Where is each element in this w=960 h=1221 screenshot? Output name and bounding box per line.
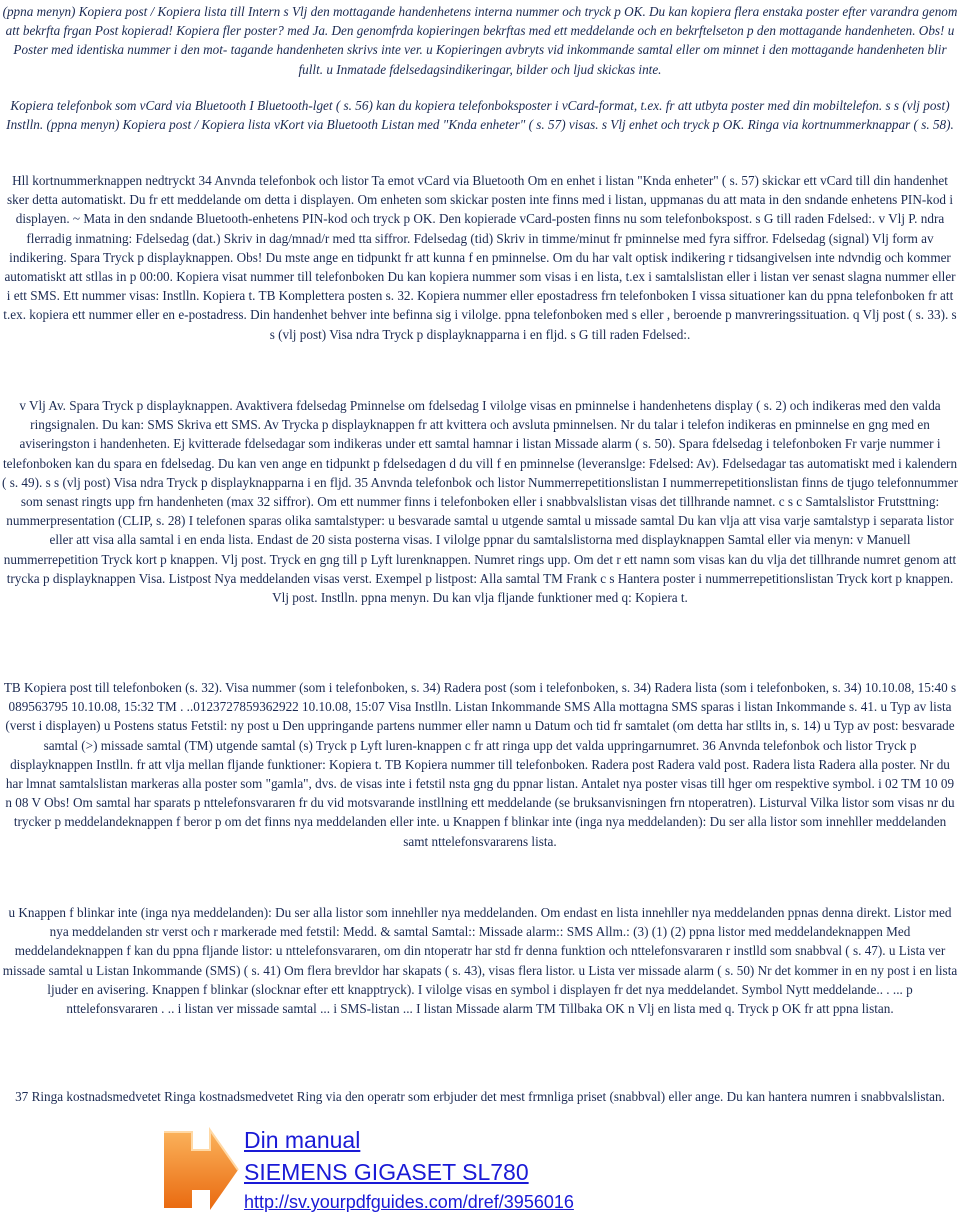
download-footer xyxy=(150,1124,670,1219)
product-link[interactable]: SIEMENS GIGASET SL780 xyxy=(244,1159,529,1185)
paragraph-message-key: u Knappen f blinkar inte (inga nya meddelanden): Du ser alla listor som innehller nya meddelanden. Om endast en lista innehller nya meddelanden ppnas denna direkt. Listor med nya meddelanden str verst och r markerade med fetstil: Medd. & samtal Samtal:: Missade alarm:: SMS Allm.: (3) (1) (2) ppna listor med meddelandeknappen Med meddelandeknappen f kan du ppna fljande listor: u nttelefonsvararen, om din ntoperatr har std fr denna funktion och nttelefonsvararen r instlld som snabbval ( s. 47). u Lista ver missade samtal u Listan Inkommande (SMS) ( s. 41) Om flera brevldor har skapats ( s. 43), visas flera listor. u Lista ver missade alarm ( s. 50) Nr det kommer in en ny post i en lista ljuder en avisering. Knappen f blinkar (slocknar efter ett knapptryck). I vilolge visas en symbol i displayen fr det nya meddelandet. Symbol Nytt meddelande.. . ... p nttelefonsvararen . .. i listan ver missade samtal ... i SMS-listan ... I listan Missade alarm TM Tillbaka OK n Vlj en lista med q. Tryck p OK fr att ppna listan. xyxy=(2,905,958,1017)
paragraph-birthday: v Vlj Av. Spara Tryck p displayknappen. Avaktivera fdelsedag Pminnelse om fdelsedag I vilolge visas en pminnelse i handenhetens display ( s. 2) och indikeras med den valda ringsignalen. Du kan: SMS Skriva ett SMS. Av Trycka p displayknappen fr att kvittera och avsluta pminnelsen. Nr du talar i telefon indikeras en pminnelse en gng med en aviseringston i handenheten. Ej kvitterade fdelsedagar som indikeras under ett samtal hamnar i listan Missade alarm ( s. 50). Spara fdelsedag i telefonboken Fr varje nummer i telefonboken kan du spara en fdelsedag. Du kan ven ange en tidpunkt p fdelsedagen d du vill f en pminnelse (leveranslge: Fdelsed: Av). Fdelsedagar tas automatiskt med i kalendern ( s. 49). s s (vlj post) Visa ndra Tryck p displayknapparna i en fljd. 35 Anvnda telefonbok och listor Nummerrepetitionslistan I nummerrepetitionslistan finns de tjugo telefonnummer som senast ringts upp frn handenheten (max 32 siffror). Om ett nummer finns i telefonboken eller i snabbvalslistan visas det tillhrande namnet. c s c Samtalslistor Frutsttning: nummerpresentation (CLIP, s. 28) I telefonen sparas olika samtalstyper: u besvarade samtal u utgende samtal u missade samtal Du kan vlja att visa varje samtalstyp i separata listor eller att visa alla samtal i en enda lista. Endast de 20 sista posterna visas. I vilolge ppnar du samtalslistorna med displayknappen Samtal eller via menyn: v Manuell nummerrepetition Tryck kort p knappen. Vlj post. Tryck en gng till p Lyft lurenknappen. Numret rings upp. Om det r ett namn som visas kan du vlja det tillhrande numret genom att trycka p displayknappen Visa. Listpost Nya meddelanden visas verst. Exempel p listpost: Alla samtal TM Frank c s Hantera poster i nummerrepetitionslistan Tryck kort p knappen. Vlj post. Instlln. ppna menyn. Du kan vlja fljande funktioner med q: Kopiera t. xyxy=(2,398,958,606)
paragraph-vcard-bluetooth: Kopiera telefonbok som vCard via Bluetooth I Bluetooth-lget ( s. 56) kan du kopiera telefonboksposter i vCard-format, t.ex. fr att utbyta poster med din mobiltelefon. s s (vlj post) Instlln. (ppna menyn) Kopiera post / Kopiera lista vKort via Bluetooth Listan med "Knda enheter" ( s. 57) visas. s Vlj enhet och tryck p OK. Ringa via kortnummerknappar ( s. 58). xyxy=(6,98,954,133)
paragraph-speed-dial: Hll kortnummerknappen nedtryckt 34 Anvnda telefonbok och listor Ta emot vCard via Bluetooth Om en enhet i listan "Knda enheter" ( s. 57) skickar ett vCard till din handenhet sker detta automatiskt. Du fr ett meddelande om detta i displayen. Om enheten som skickar posten inte finns med i listan, uppmanas du att mata in den sndande enhetens PIN-kod i displayen. ~ Mata in den sndande Bluetooth-enhetens PIN-kod och tryck p OK. Den kopierade vCard-posten finns nu som telefonbokspost. s G till raden Fdelsed:. v Vlj P. ndra flerradig inmatning: Fdelsedag (dat.) Skriv in dag/mnad/r med tta siffror. Fdelsedag (tid) Skriv in timme/minut fr pminnelse med fyra siffror. Fdelsedag (signal) Vlj form av indikering. Spara Tryck p displayknappen. Obs! Du mste ange en tidpunkt fr att kunna f en pminnelse. Om du har valt optisk indikering r tidsangivelsen inte ndvndig och kommer automatiskt att stllas in p 00:00. Kopiera visat nummer till telefonboken Du kan kopiera nummer som visas i en lista, t.ex i samtalslistan eller i listan ver senast slagna nummer eller i ett SMS. Ett nummer visas: Instlln. Kopiera t. TB Komplettera posten s. 32. Kopiera nummer eller epostadress frn telefonboken I vissa situationer kan du ppna telefonboken fr att t.ex. kopiera ett nummer eller en e-postadress. Din handenhet behver inte befinna sig i vilolge. ppna telefonboken med s eller , beroende p manvreringssituation. q Vlj post ( s. 33). s s (vlj post) Visa ndra Tryck p displayknapparna i en fljd. s G till raden Fdelsed:. xyxy=(3,173,957,342)
manual-link[interactable]: Din manual xyxy=(244,1127,361,1153)
paragraph-call-lists: TB Kopiera post till telefonboken (s. 32). Visa nummer (som i telefonboken, s. 34) Radera post (som i telefonboken, s. 34) Radera lista (som i telefonboken, s. 34) 10.10.08, 15:40 s 089563795 10.10.08, 15:32 TM . ..0123727859362922 10.10.08, 15:07 Visa Instlln. Listan Inkommande SMS Alla mottagna SMS sparas i listan Inkommande s. 41. u Typ av lista (verst i displayen) u Postens status Fetstil: ny post u Den uppringande partens nummer eller namn u Datum och tid fr samtalet (om detta har stllts in, s. 14) u Typ av post: besvarade samtal (>) missade samtal (TM) utgende samtal (s) Tryck p Lyft luren-knappen c fr att ringa upp det valda uppringarnumret. 36 Anvnda telefonbok och listor Tryck p displayknappen Instlln. fr att vlja mellan fljande funktioner: Kopiera t. TB Kopiera nummer till telefonboken. Radera post Radera vald post. Radera lista Radera alla poster. Nr du har lmnat samtalslistan markeras alla poster som "gamla", dvs. de visas inte i fetstil nsta gng du ppnar listan. Antalet nya poster visas till hger om respektive symbol. i 02 TM 10 09 n 08 V Obs! Om samtal har sparats p nttelefonsvararen fr du vid motsvarande instllning ett meddelande (se bruksanvisningen frn ntoperatren). Listurval Vilka listor som visas nr du trycker p meddelandeknappen f beror p om det finns nya meddelanden eller inte. u Knappen f blinkar inte (inga nya meddelanden): Du ser alla listor som innehller meddelanden samt nttelefonsvararens lista. xyxy=(3,680,957,849)
paragraph-cost-aware: 37 Ringa kostnadsmedvetet Ringa kostnadsmedvetet Ring via den operatr som erbjuder det mest frmnliga priset (snabbval) eller ange. Du kan hantera numren i snabbvalslistan. xyxy=(15,1089,945,1104)
pdf-arrow-icon xyxy=(156,1126,240,1214)
paragraph-copy-internal: (ppna menyn) Kopiera post / Kopiera lista till Intern s Vlj den mottagande handenhetens interna nummer och tryck p OK. Du kan kopiera flera enstaka poster efter varandra genom att bekrfta frgan Post kopierad! Kopiera fler poster? med Ja. Den genomfrda kopieringen bekrftas med ett meddelande och en bekrftelseton p den mottagande handenheten. Obs! u Poster med identiska nummer i den mot- tagande handenheten skrivs inte ver. u Kopieringen avbryts vid inkommande samtal eller om minnet i den mottagande handenheten blir fullt. u Inmatade fdelsedagsindikeringar, bilder och ljud skickas inte. xyxy=(2,4,958,77)
url-link[interactable]: http://sv.yourpdfguides.com/dref/3956016 xyxy=(244,1192,574,1212)
